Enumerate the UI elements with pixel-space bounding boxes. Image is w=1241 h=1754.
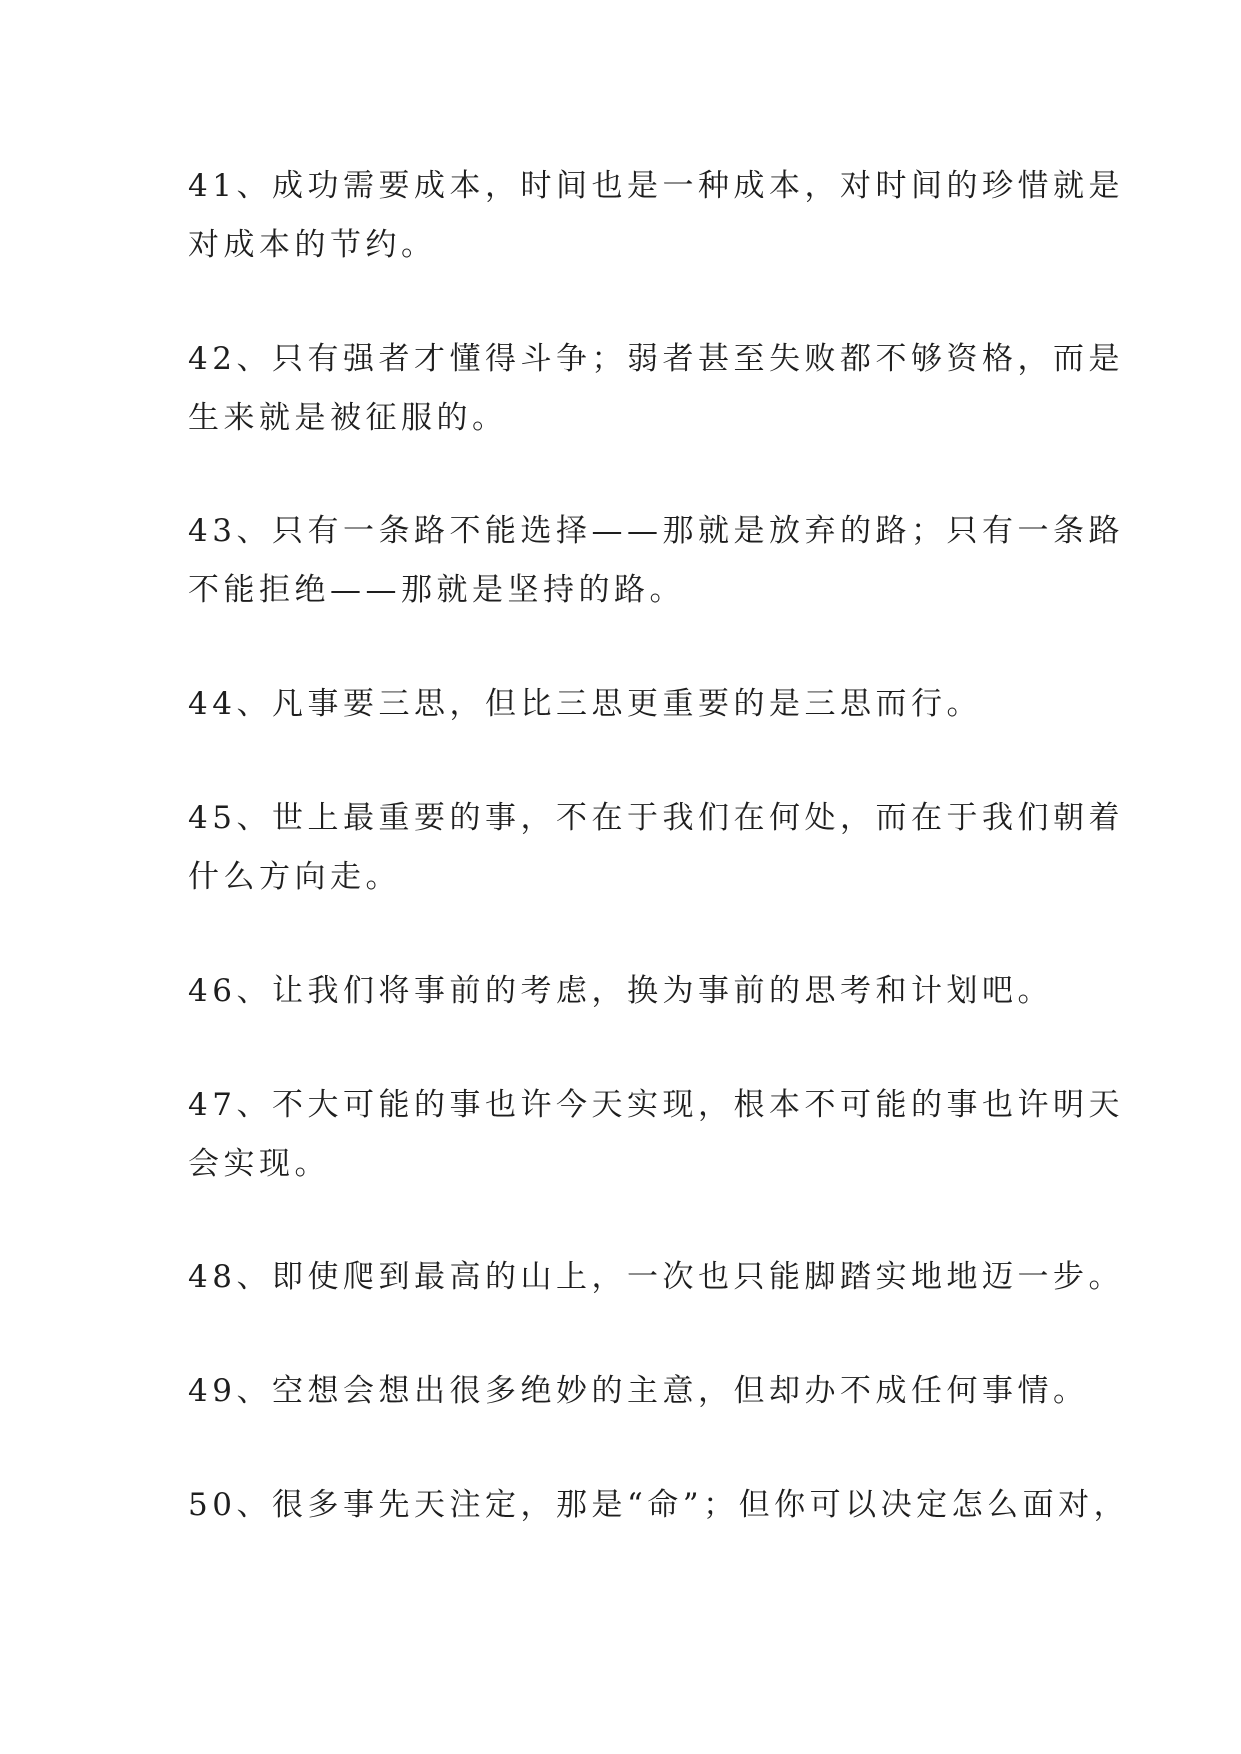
- quote-46-line-1: 46、让我们将事前的考虑，换为事前的思考和计划吧。: [188, 973, 1053, 1009]
- quote-43-line-2: 不能拒绝——那就是坚持的路。: [188, 572, 685, 608]
- quote-47-line-2: 会实现。: [188, 1146, 330, 1182]
- quote-43-line-1: 43、只有一条路不能选择——那就是放弃的路；只有一条路: [188, 513, 1124, 549]
- quote-49-line-1: 49、空想会想出很多绝妙的主意，但却办不成任何事情。: [188, 1373, 1089, 1409]
- quote-41-line-2: 对成本的节约。: [188, 227, 437, 263]
- quote-42-line-1: 42、只有强者才懂得斗争；弱者甚至失败都不够资格，而是: [188, 341, 1124, 377]
- quote-48-line-1: 48、即使爬到最高的山上，一次也只能脚踏实地地迈一步。: [188, 1259, 1124, 1295]
- quote-42-line-2: 生来就是被征服的。: [188, 400, 508, 436]
- quote-50-line-1: 50、很多事先天注定，那是“命”；但你可以决定怎么面对，: [188, 1487, 1130, 1523]
- quote-41-line-1: 41、成功需要成本，时间也是一种成本，对时间的珍惜就是: [188, 168, 1124, 204]
- quote-45-line-1: 45、世上最重要的事，不在于我们在何处，而在于我们朝着: [188, 800, 1124, 836]
- quote-47-line-1: 47、不大可能的事也许今天实现，根本不可能的事也许明天: [188, 1087, 1124, 1123]
- quote-44-line-1: 44、凡事要三思，但比三思更重要的是三思而行。: [188, 686, 982, 722]
- quote-45-line-2: 什么方向走。: [188, 859, 401, 895]
